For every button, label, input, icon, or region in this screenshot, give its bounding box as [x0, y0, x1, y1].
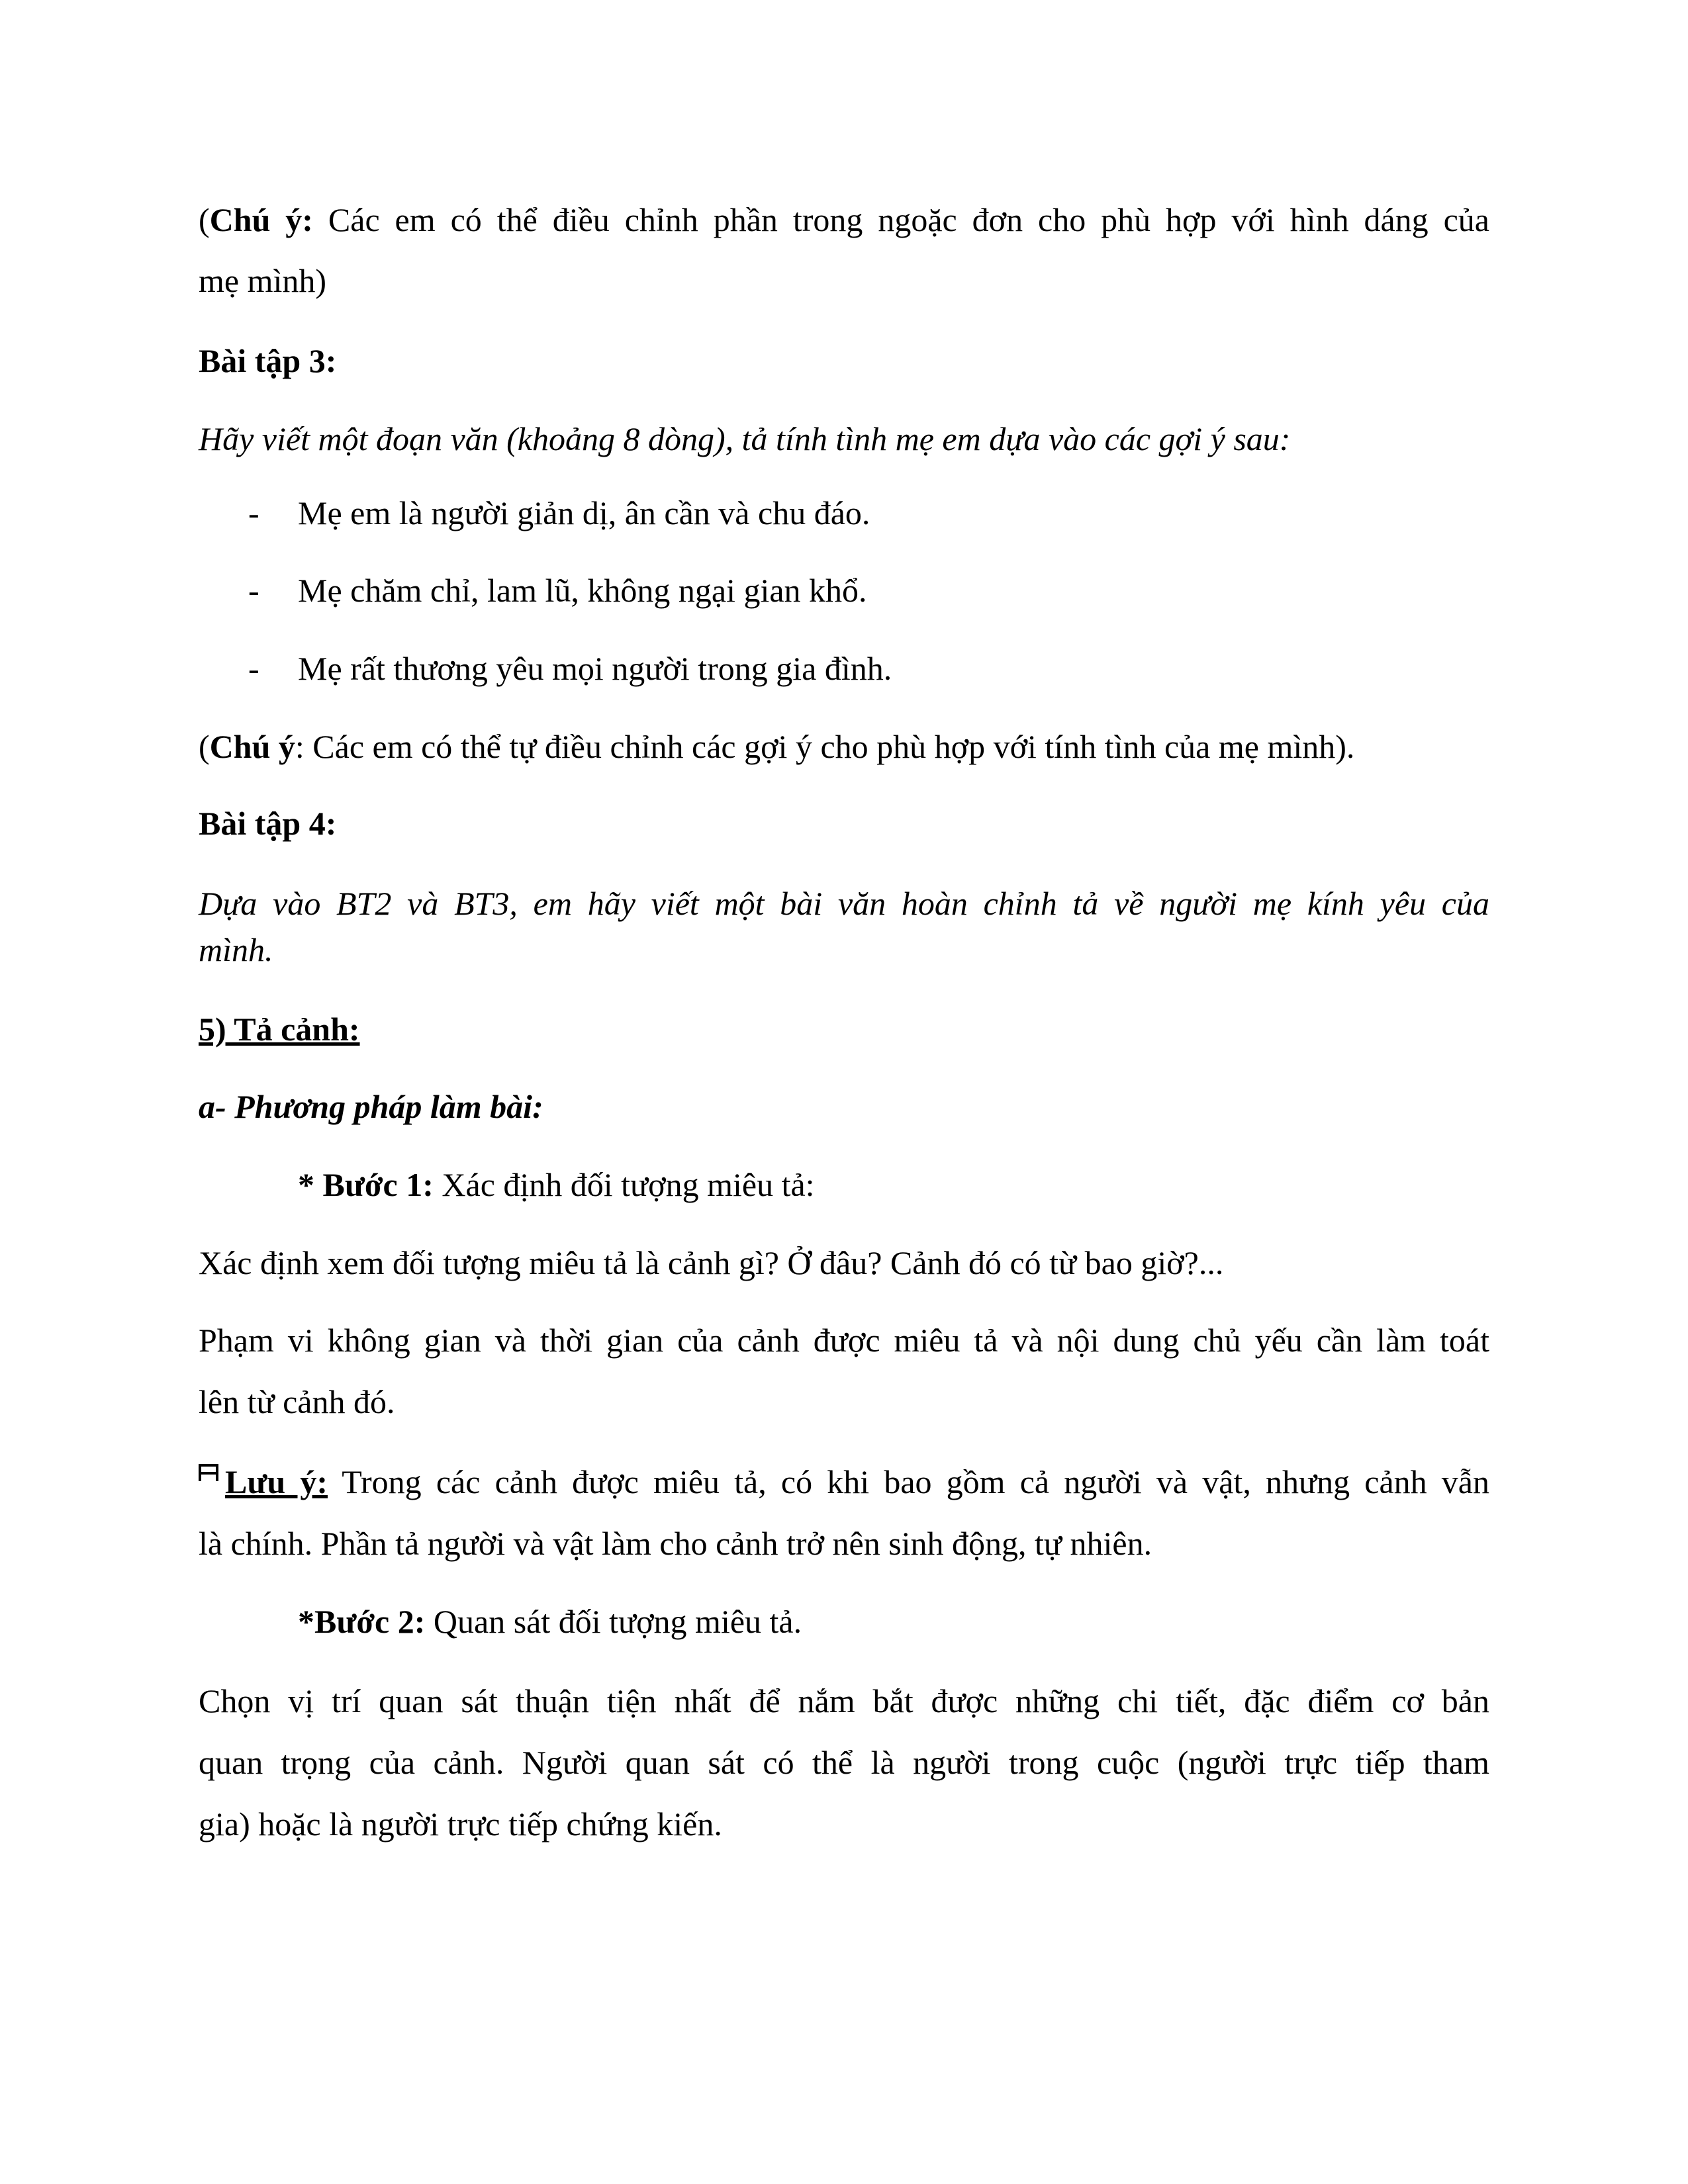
ex4-instruction-line2: mình.	[199, 931, 273, 968]
ex3-bullet-1: Mẹ em là người giản dị, ân cần và chu đáo.	[298, 494, 870, 531]
step2-line	[298, 1602, 1489, 1641]
section5-heading: 5) Tả cảnh:	[199, 1011, 360, 1048]
note-bookmark-icon	[199, 1464, 218, 1481]
step2-text: Quan sát đối tượng miêu tả.	[425, 1603, 802, 1640]
section5-heading-wrap	[199, 1009, 1489, 1049]
para1: Xác định xem đối tượng miêu tả là cảnh gì? Ở đâu? Cảnh đó có từ bao giờ?...	[199, 1244, 1224, 1281]
step1-star: *	[298, 1166, 323, 1203]
ex4-heading: Bài tập 4:	[199, 805, 337, 842]
para3-line3: gia) hoặc là người trực tiếp chứng kiến.	[199, 1805, 722, 1843]
para2-line1: Phạm vi không gian và thời gian của cảnh được miêu tả và nội dung chủ yếu cần làm toát	[199, 1322, 1489, 1359]
note1-open-paren: (	[199, 201, 210, 238]
note3-line2: là chính. Phần tả người và vật làm cho cảnh trở nên sinh động, tự nhiên.	[199, 1525, 1152, 1562]
para2-line2: lên từ cảnh đó.	[199, 1383, 395, 1420]
ex3-bullet-3: Mẹ rất thương yêu mọi người trong gia đình.	[298, 650, 892, 687]
bullet-dash-2: -	[248, 572, 259, 609]
para3-line1: Chọn vị trí quan sát thuận tiện nhất để nắm bắt được những chi tiết, đặc điểm cơ bản	[199, 1682, 1489, 1719]
ex3-instruction: Hãy viết một đoạn văn (khoảng 8 dòng), tả tính tình mẹ em dựa vào các gợi ý sau:	[199, 420, 1291, 457]
ex4-instruction-line1: Dựa vào BT2 và BT3, em hãy viết một bài văn hoàn chỉnh tả về người mẹ kính yêu của	[199, 885, 1489, 922]
step1-line	[298, 1165, 1489, 1205]
note2-text: : Các em có thể tự điều chỉnh các gợi ý cho phù hợp với tính tình của mẹ mình).	[295, 728, 1355, 765]
para3-line2: quan trọng của cảnh. Người quan sát có thể là người trong cuộc (người trực tiếp tham	[199, 1744, 1489, 1781]
note1-text-line1: Các em có thể điều chỉnh phần trong ngoặc đơn cho phù hợp với hình dáng của	[312, 201, 1489, 238]
bullet-dash-1: -	[248, 494, 259, 531]
step1-text: Xác định đối tượng miêu tả:	[433, 1166, 815, 1203]
note1-label: Chú ý:	[209, 201, 313, 238]
note2-open-paren: (	[199, 728, 210, 765]
note1-line1	[199, 200, 1489, 240]
step1-label: Bước 1:	[322, 1166, 434, 1203]
note3-text-line1: Trong các cảnh được miêu tả, có khi bao gồm cả người và vật, nhưng cảnh vẫn	[327, 1463, 1489, 1500]
note1-line2: mẹ mình)	[199, 262, 327, 299]
bullet-dash-3: -	[248, 650, 259, 687]
step2-star: *	[298, 1603, 314, 1640]
note2-line	[199, 727, 1489, 766]
ex3-heading: Bài tập 3:	[199, 342, 337, 379]
note2-label: Chú ý	[209, 728, 295, 765]
step2-label: Bước 2:	[314, 1603, 426, 1640]
section5-subheading: a- Phương pháp làm bài:	[199, 1088, 543, 1125]
note3-label: Lưu ý:	[225, 1463, 328, 1500]
ex3-bullet-2: Mẹ chăm chỉ, lam lũ, không ngại gian khổ.	[298, 572, 867, 609]
note3-line1	[199, 1462, 1489, 1502]
